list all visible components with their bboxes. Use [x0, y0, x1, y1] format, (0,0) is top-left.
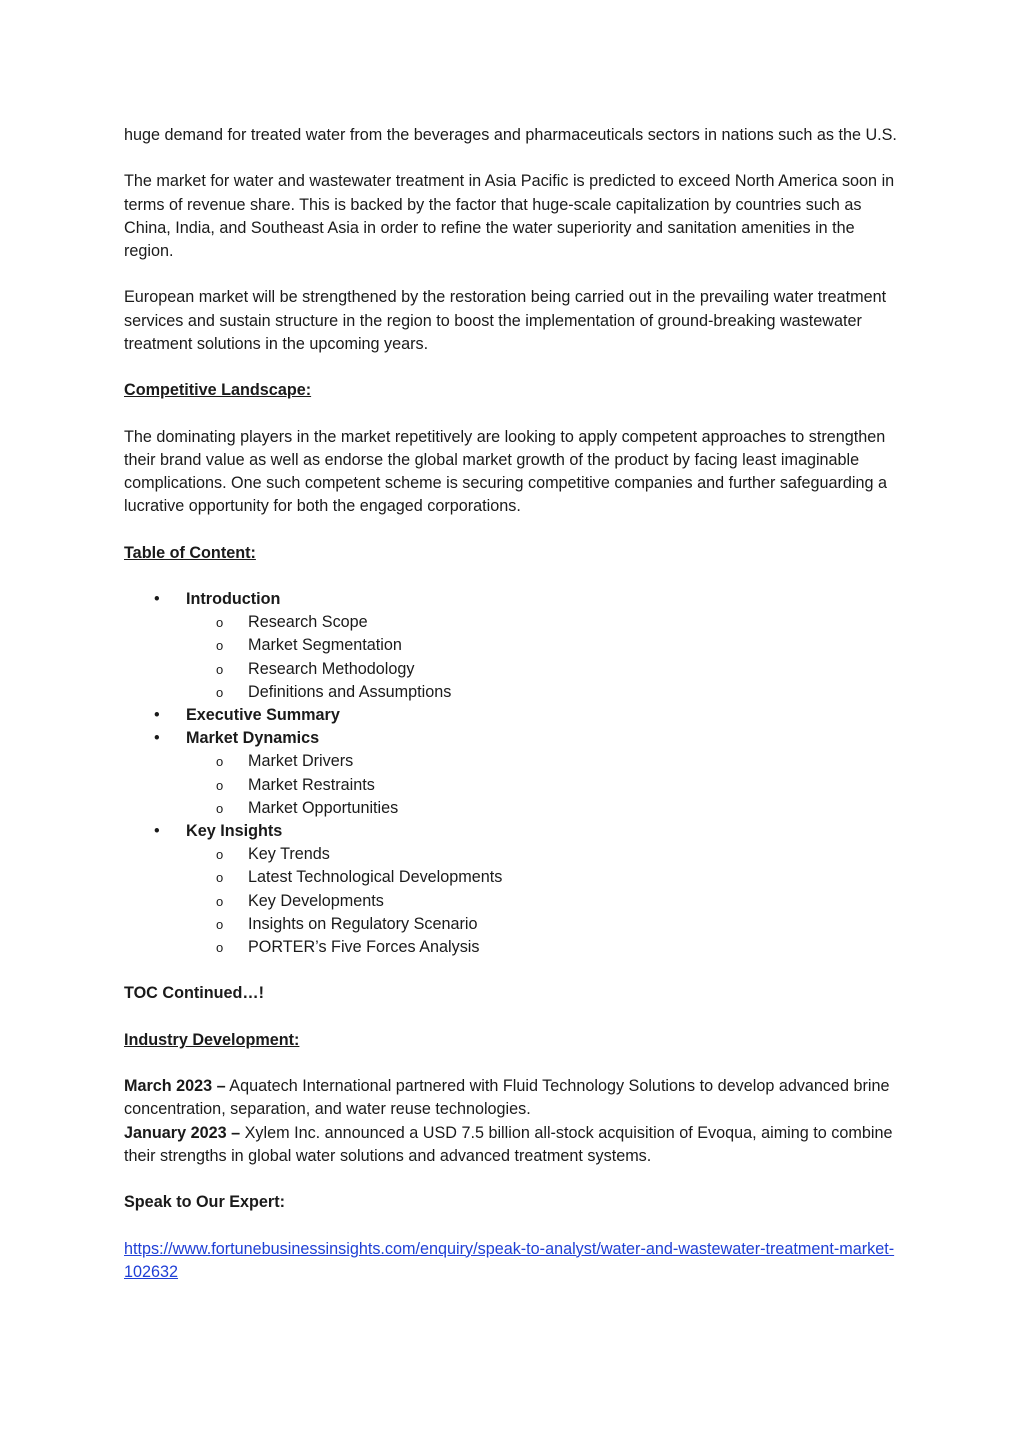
circle-bullet-icon: o	[216, 638, 224, 654]
circle-bullet-icon: o	[216, 847, 224, 863]
toc-subitem-label: Market Drivers	[248, 752, 354, 771]
toc-subitem	[186, 936, 904, 959]
speak-to-analyst-link[interactable]: https://www.fortunebusinessinsights.com/enquiry/speak-to-analyst/water-and-wastewater-treatment-market-102632	[124, 1239, 895, 1281]
development-text: Xylem Inc. announced a USD 7.5 billion all-stock acquisition of Evoqua, aiming to combine their strengths in global water solutions and advanced treatment systems.	[124, 1123, 893, 1165]
development-text: Aquatech International partnered with Fluid Technology Solutions to develop advanced brine concentration, separation, and water reuse technologies.	[124, 1077, 890, 1119]
circle-bullet-icon: o	[216, 754, 224, 770]
document-page	[124, 124, 904, 1307]
bullet-icon: •	[154, 822, 160, 840]
circle-bullet-icon: o	[216, 777, 224, 793]
toc-item-label: Market Dynamics	[186, 729, 320, 748]
toc-subitem	[186, 634, 904, 657]
toc-subitem-label: Definitions and Assumptions	[248, 682, 452, 701]
speak-to-expert-heading: Speak to Our Expert:	[124, 1193, 286, 1212]
table-of-content-heading: Table of Content:	[124, 543, 256, 562]
circle-bullet-icon: o	[216, 916, 224, 932]
bullet-icon: •	[154, 729, 160, 748]
toc-sublist	[186, 750, 904, 820]
competitive-landscape-heading: Competitive Landscape:	[124, 381, 312, 400]
toc-item-label: Executive Summary	[186, 705, 340, 724]
circle-bullet-icon: o	[216, 870, 224, 886]
intro-paragraph: huge demand for treated water from the beverages and pharmaceuticals sectors in nations such as the U.S.	[124, 126, 897, 144]
expert-link-paragraph	[124, 1238, 904, 1284]
toc-item-key-insights	[124, 820, 904, 959]
development-date: January 2023 –	[124, 1123, 241, 1142]
competitive-landscape-paragraph: The dominating players in the market repetitively are looking to apply competent approaches to strengthen their brand value as well as endorse the global market growth of the product by facing least imaginable complications. One such competent scheme is securing competitive companies and further safeguarding a lucrative opportunity for both the engaged corporations.	[124, 427, 888, 516]
toc-subitem	[186, 913, 904, 936]
toc-sublist	[186, 611, 904, 704]
asia-pacific-paragraph: The market for water and wastewater treatment in Asia Pacific is predicted to exceed North America soon in terms of revenue share. This is backed by the factor that huge-scale capitalization by countries such as China, India, and Southeast Asia in order to refine the water superiority and sanitation amenities in the region.	[124, 172, 895, 260]
toc-subitem	[186, 774, 904, 797]
toc-subitem-label: Key Trends	[248, 845, 330, 864]
toc-subitem-label: Market Opportunities	[248, 798, 399, 817]
circle-bullet-icon: o	[216, 684, 224, 700]
toc-subitem-label: Latest Technological Developments	[248, 868, 503, 887]
circle-bullet-icon: o	[216, 940, 224, 956]
circle-bullet-icon: o	[216, 800, 224, 816]
toc-subitem	[186, 866, 904, 889]
toc-subitem-label: Research Scope	[248, 613, 368, 632]
circle-bullet-icon: o	[216, 893, 224, 909]
toc-item-market-dynamics	[124, 727, 904, 820]
circle-bullet-icon: o	[216, 615, 224, 631]
toc-subitem-label: Insights on Regulatory Scenario	[248, 914, 478, 933]
toc-item-executive-summary	[124, 704, 904, 727]
toc-continued: TOC Continued…!	[124, 984, 264, 1003]
europe-paragraph: European market will be strengthened by the restoration being carried out in the prevailing water treatment services and sustain structure in the region to boost the implementation of ground-breaking wastewater treatment solutions in the upcoming years.	[124, 288, 887, 353]
toc-subitem	[186, 611, 904, 634]
toc-sublist	[186, 843, 904, 959]
toc-item-label: Key Insights	[186, 822, 283, 840]
toc-subitem	[186, 843, 904, 866]
toc-subitem	[186, 890, 904, 913]
bullet-icon: •	[154, 589, 160, 608]
toc-subitem-label: Market Segmentation	[248, 636, 402, 655]
toc-subitem	[186, 681, 904, 704]
circle-bullet-icon: o	[216, 661, 224, 677]
toc-subitem-label: Research Methodology	[248, 659, 415, 678]
toc-subitem-label: Market Restraints	[248, 775, 375, 794]
toc-subitem	[186, 797, 904, 820]
toc-subitem-label: Key Developments	[248, 891, 384, 910]
industry-development-heading: Industry Development:	[124, 1030, 300, 1049]
industry-development-entries	[124, 1075, 904, 1168]
toc-item-label: Introduction	[186, 589, 281, 608]
toc-item-introduction	[124, 588, 904, 704]
toc-subitem-label: PORTER’s Five Forces Analysis	[248, 938, 480, 957]
table-of-content-list	[124, 588, 904, 959]
bullet-icon: •	[154, 705, 160, 724]
development-date: March 2023 –	[124, 1077, 226, 1096]
toc-subitem	[186, 750, 904, 773]
toc-subitem	[186, 658, 904, 681]
